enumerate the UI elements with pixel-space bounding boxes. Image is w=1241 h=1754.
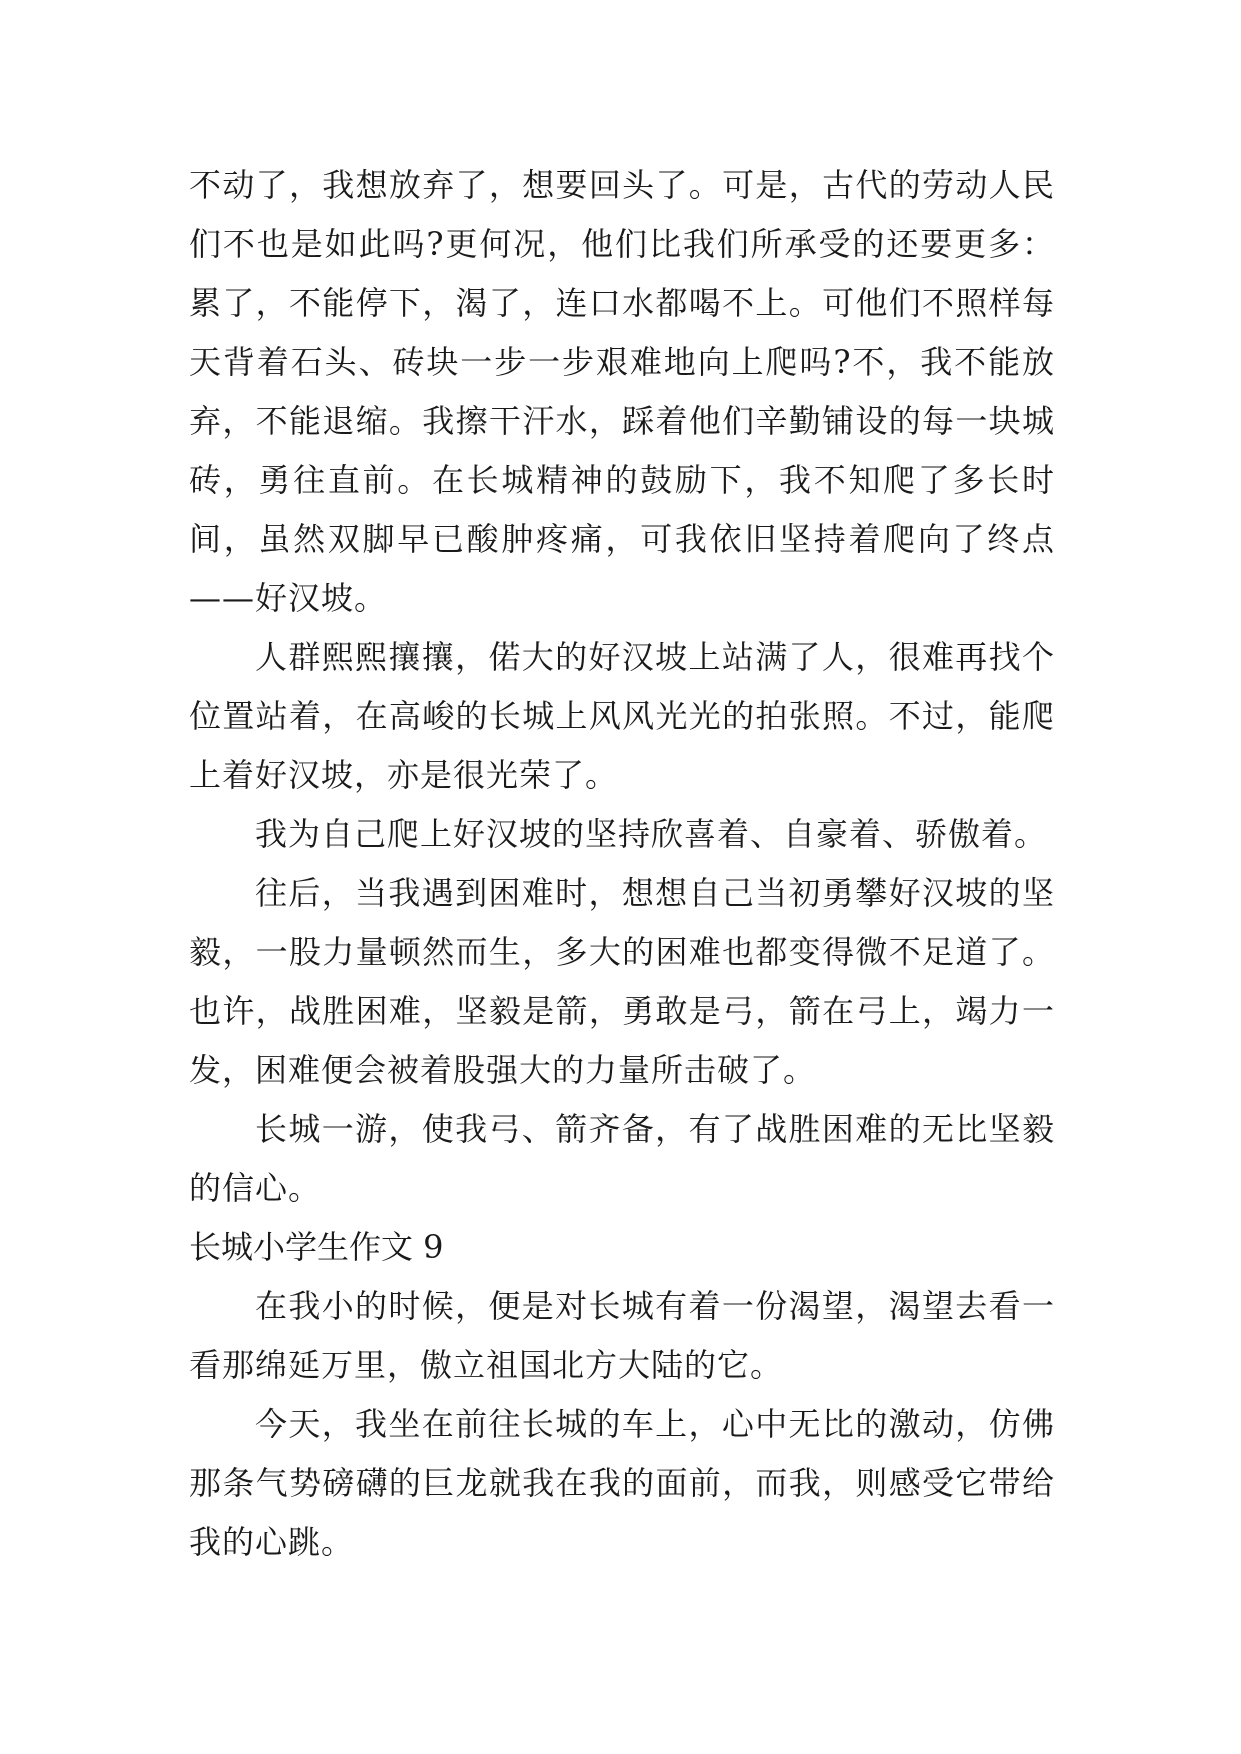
paragraph: 在我小的时候，便是对长城有着一份渴望，渴望去看一看那绵延万里，傲立祖国北方大陆的它。 — [189, 1287, 1055, 1384]
paragraph: 今天，我坐在前往长城的车上，心中无比的激动，仿佛那条气势磅礴的巨龙就我在我的面前，而我，则感受它带给我的心跳。 — [189, 1405, 1055, 1561]
paragraph-continuation: 不动了，我想放弃了，想要回头了。可是，古代的劳动人民们不也是如此吗?更何况，他们比我们所承受的还要更多：累了，不能停下，渴了，连口水都喝不上。可他们不照样每天背着石头、砖块一步一步艰难地向上爬吗?不，我不能放弃，不能退缩。我擦干汗水，踩着他们辛勤铺设的每一块城砖，勇往直前。在长城精神的鼓励下，我不知爬了多长时间，虽然双脚早已酸肿疼痛，可我依旧坚持着爬向了终点——好汉坡。 — [189, 166, 1055, 617]
paragraph: 人群熙熙攘攘，偌大的好汉坡上站满了人，很难再找个位置站着，在高峻的长城上风风光光的拍张照。不过，能爬上着好汉坡，亦是很光荣了。 — [189, 638, 1055, 794]
document-body — [189, 156, 1055, 1572]
paragraph: 往后，当我遇到困难时，想想自己当初勇攀好汉坡的坚毅，一股力量顿然而生，多大的困难也都变得微不足道了。也许，战胜困难，坚毅是箭，勇敢是弓，箭在弓上，竭力一发，困难便会被着股强大的力量所击破了。 — [189, 874, 1055, 1089]
paragraph: 长城一游，使我弓、箭齐备，有了战胜困难的无比坚毅的信心。 — [189, 1110, 1055, 1207]
section-heading: 长城小学生作文 9 — [189, 1228, 444, 1266]
paragraph: 我为自己爬上好汉坡的坚持欣喜着、自豪着、骄傲着。 — [255, 815, 1048, 853]
